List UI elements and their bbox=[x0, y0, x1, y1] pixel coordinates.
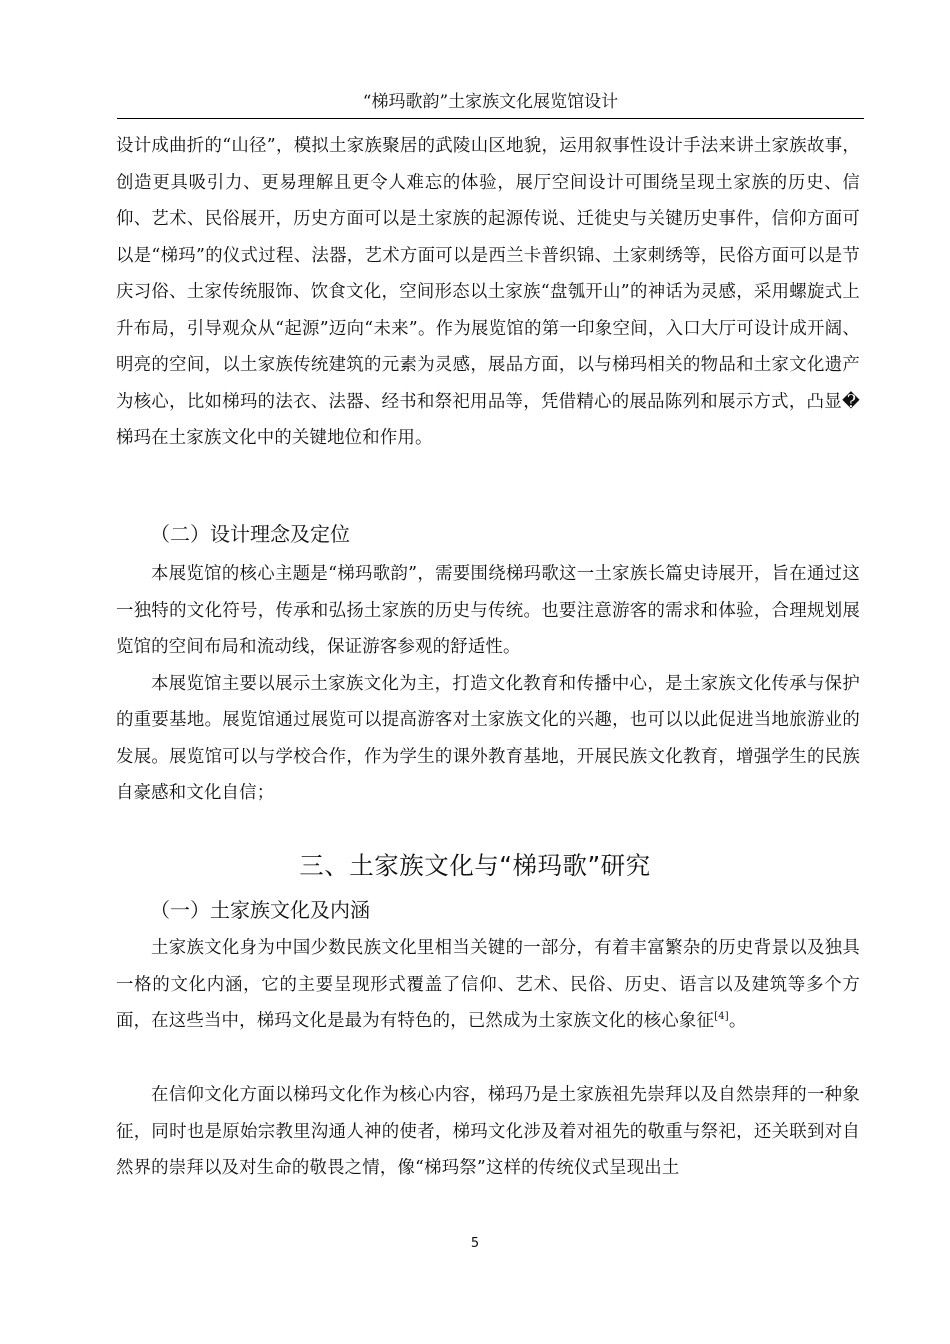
paragraph-text: 设计成曲折的“山径”，模拟土家族聚居的武陵山区地貌，运用叙事性设计手法来讲土家族故事，创造更具吸引力、更易理解且更令人难忘的体验，展厅空间设计可围绕呈现土家族的历史、信仰、艺术、民俗展开，历史方面可以是土家族的起源传说、迁徙史与关键历史事件，信仰方面可以是“梯玛”的仪式过程、法器，艺术方面可以是西兰卡普织锦、土家刺绣等，民俗方面可以是节庆习俗、土家传统服饰、饮食文化，空间形态以土家族“盘瓠开山”的神话为灵感，采用螺旋式上升布局，引导观众从“起源”迈向“未来”。作为展览馆的第一印象空间，入口大厅可设计成开阔、明亮的空间，以土家族传统建筑的元素为灵感，展品方面，以与梯玛相关的物品和土家文化遗产为核心，比如梯玛的法衣、法器、经书和祭祀用品等，凭借精心的展品陈列和展示方式，凸显�梯玛在土家族文化中的关键地位和作用。 bbox=[116, 136, 860, 448]
section-heading-design-concept: （二）设计理念及定位 bbox=[150, 522, 350, 546]
paragraph-text bbox=[116, 930, 860, 1040]
belief-culture-body bbox=[116, 1077, 860, 1187]
chapter-heading: 三、土家族文化与“梯玛歌”研究 bbox=[299, 851, 651, 880]
paragraph-text: 在信仰文化方面以梯玛文化作为核心内容，梯玛乃是土家族祖先崇拜以及自然崇拜的一种象征，同时也是原始宗教里沟通人神的使者，梯玛文化涉及着对祖先的敬重与祭祀，还关联到对自然界的崇拜以及对生命的敬畏之情，像“梯玛祭”这样的传统仪式呈现出土 bbox=[116, 1085, 860, 1178]
paragraph-end-mark: 。 bbox=[728, 1011, 747, 1031]
page-number: 5 bbox=[470, 1236, 480, 1251]
paragraph-text: 本展览馆主要以展示土家族文化为主，打造文化教育和传播中心，是土家族文化传承与保护的重要基地。展览馆通过展览可以提高游客对土家族文化的兴趣，也可以以此促进当地旅游业的发展。展览馆可以与学校合作，作为学生的课外教育基地，开展民族文化教育，增强学生的民族自豪感和文化自信； bbox=[116, 673, 860, 803]
running-header: “梯玛歌韵”土家族文化展览馆设计 bbox=[117, 89, 864, 119]
tujia-culture-body bbox=[116, 930, 860, 1040]
citation-marker: [4] bbox=[714, 1011, 729, 1023]
paragraph-text: 本展览馆的核心主题是“梯玛歌韵”，需要围绕梯玛歌这一土家族长篇史诗展开，旨在通过这一独特的文化符号，传承和弘扬土家族的历史与传统。也要注意游客的需求和体验，合理规划展览馆的空间布局和流动线，保证游客参观的舒适性。 bbox=[116, 564, 860, 657]
section-heading-tujia-culture: （一）土家族文化及内涵 bbox=[150, 898, 370, 922]
paragraph-main-text: 土家族文化身为中国少数民族文化里相当关键的一部分，有着丰富繁杂的历史背景以及独具一格的文化内涵，它的主要呈现形式覆盖了信仰、艺术、民俗、历史、语言以及建筑等多个方面，在这些当中，梯玛文化是最为有特色的，已然成为土家族文化的核心象征 bbox=[116, 938, 860, 1031]
body-paragraph-continued bbox=[116, 128, 860, 457]
design-concept-body bbox=[116, 556, 860, 812]
